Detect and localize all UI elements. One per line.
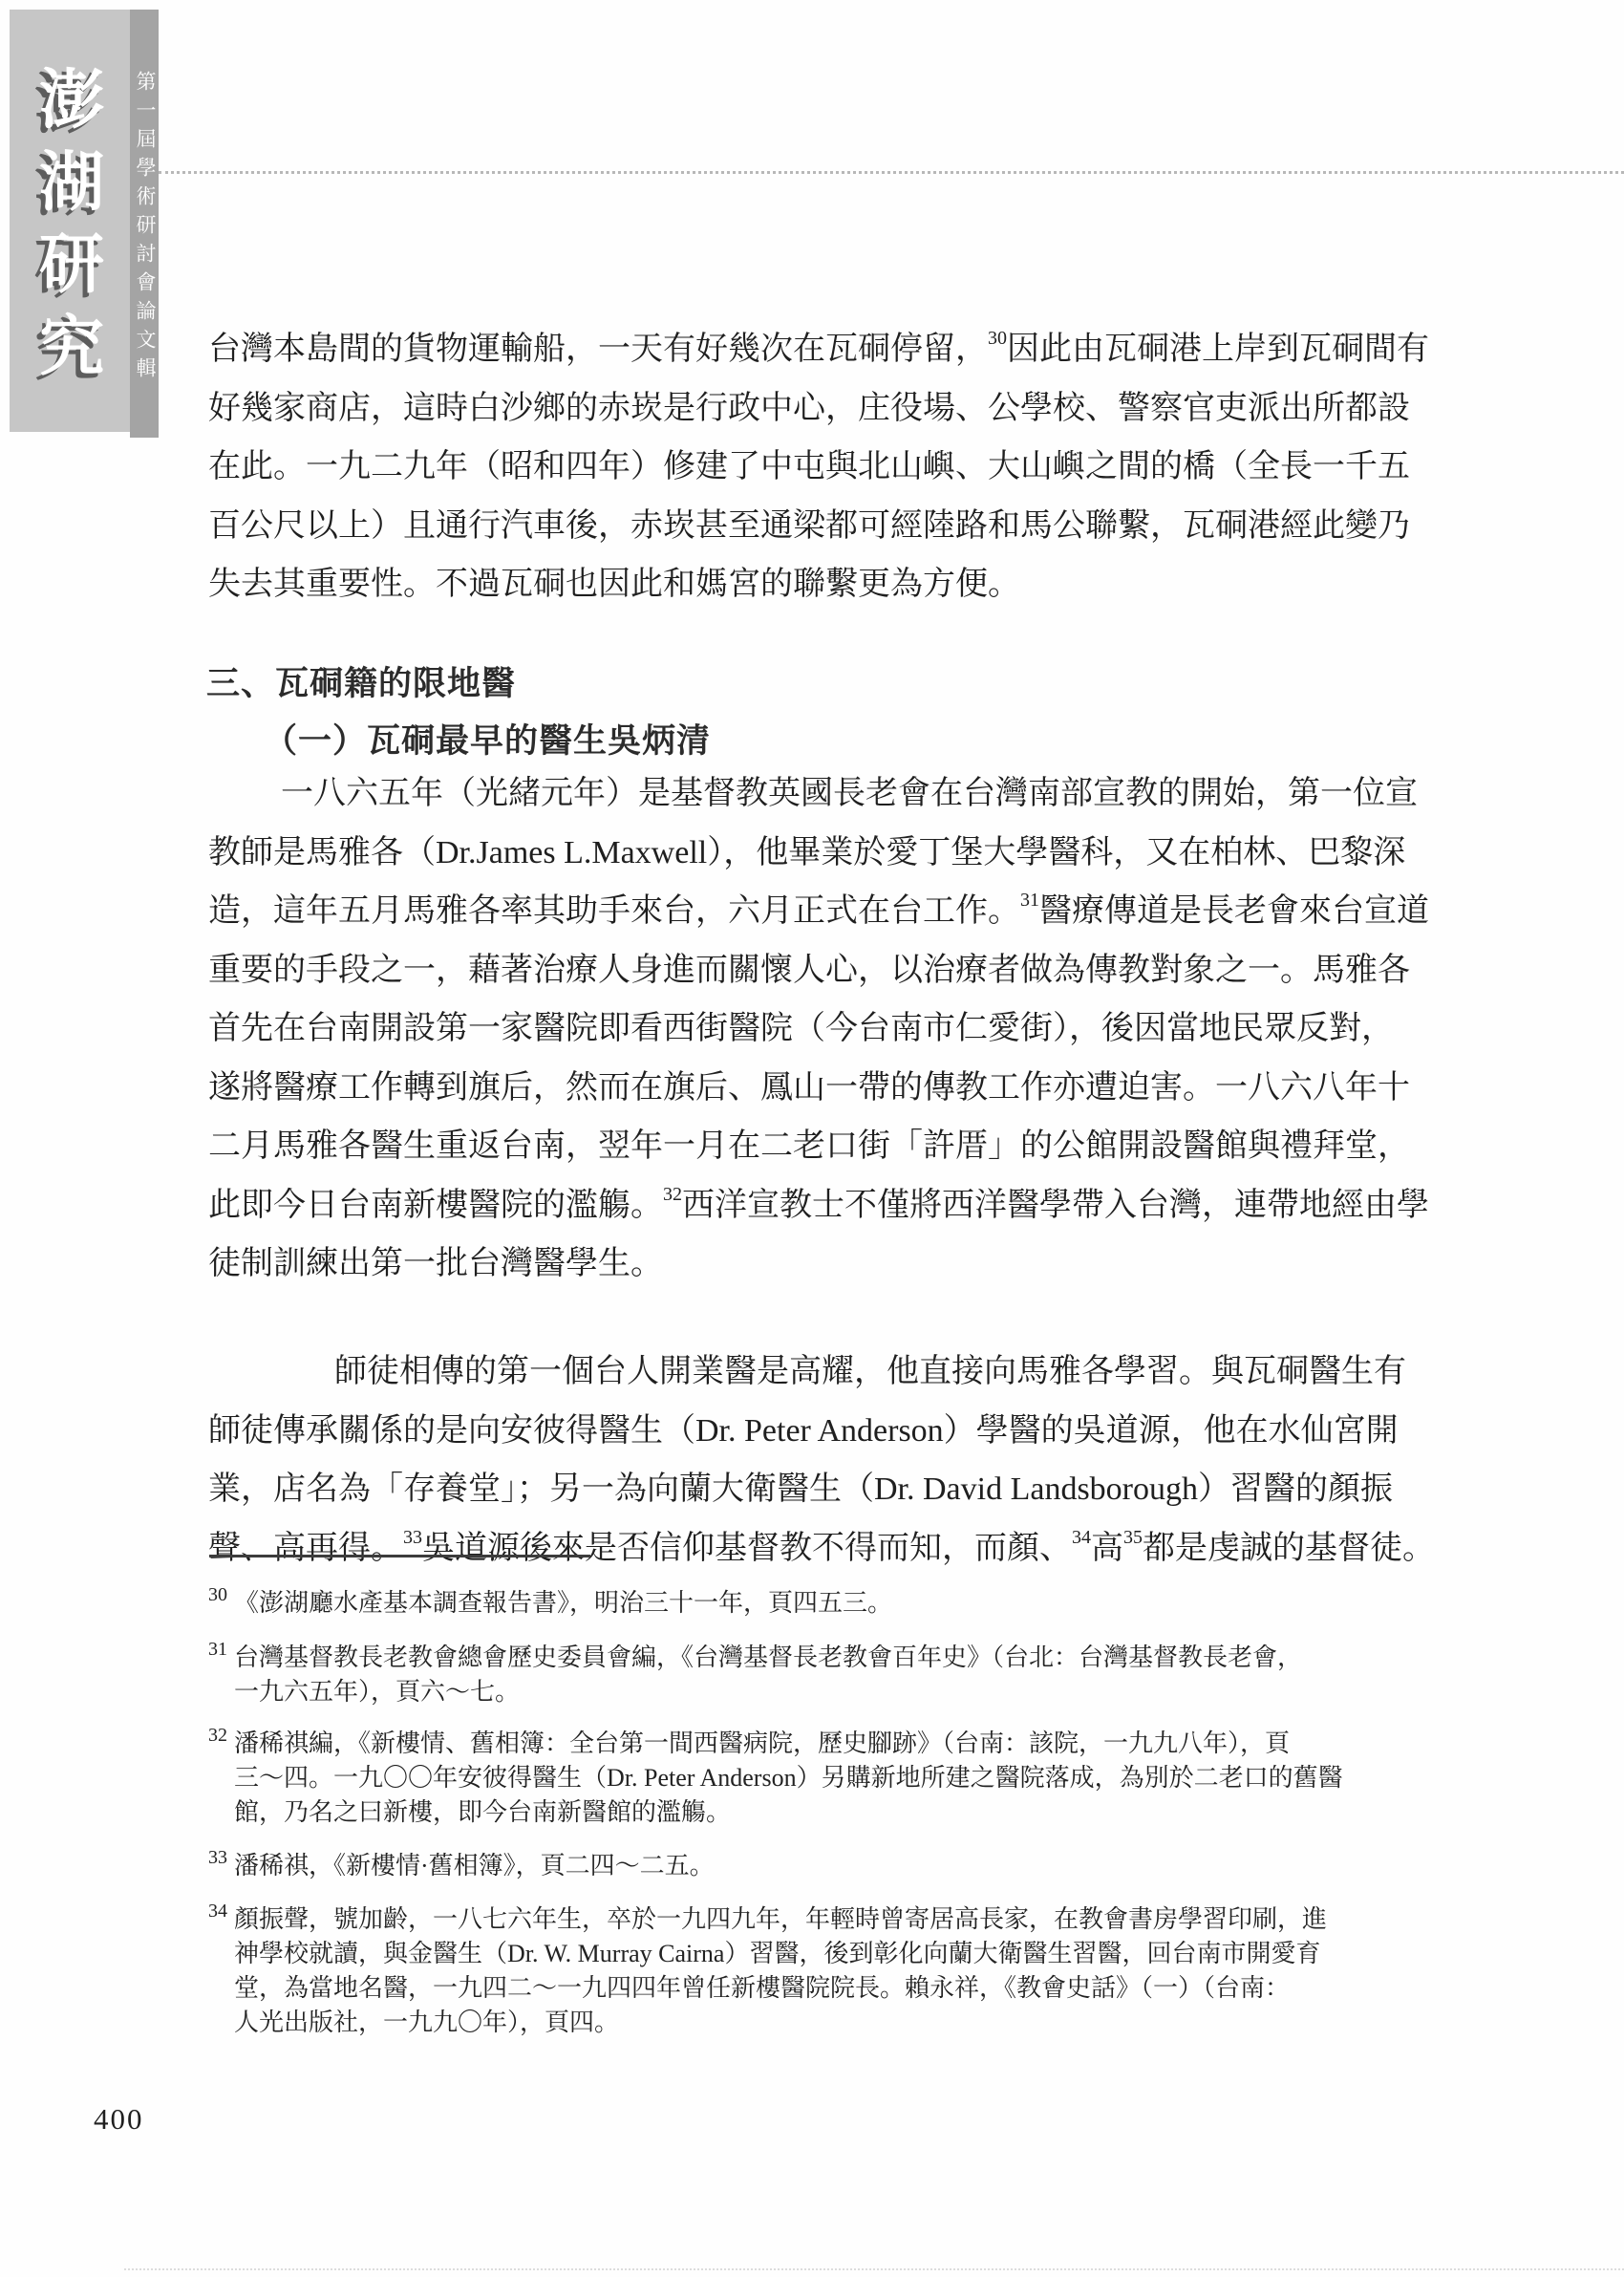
- book-title-vertical: 澎湖研究: [30, 65, 103, 394]
- footnote-ref-30: 30: [988, 328, 1007, 349]
- footnote-33: [208, 1849, 1460, 1883]
- text-segment: 此即今日台南新樓醫院的濫觴。: [208, 1187, 663, 1223]
- text-segment: 吳道源後來是否信仰基督教不得而知，而顏、: [422, 1530, 1072, 1566]
- footnote-ref-35: 35: [1123, 1526, 1143, 1548]
- sidebar-series-strip: [130, 10, 159, 438]
- text-line: [208, 882, 1436, 941]
- text-segment: 醫療傳道是長老會來台宣道: [1039, 893, 1429, 929]
- text-line: 遂將醫療工作轉到旗后，然而在旗后、鳳山一帶的傳教工作亦遭迫害。一八六八年十: [208, 1069, 1410, 1106]
- footnote-ref-33: 33: [403, 1526, 422, 1548]
- footnote-31: [208, 1641, 1460, 1709]
- text-segment: 西洋宣教士不僅將西洋醫學帶入台灣，連帶地經由學: [682, 1187, 1429, 1223]
- text-line: 教師是馬雅各（Dr.James L.Maxwell），他畢業於愛丁堡大學醫科，又在柏林、巴黎深: [208, 834, 1406, 870]
- footnote-number: 33: [208, 1847, 227, 1868]
- text-line: [208, 320, 1436, 379]
- paragraph-2: [208, 764, 1436, 1294]
- text-line: 一八六五年（光緒元年）是基督教英國長老會在台灣南部宣教的開始，第一位宣: [281, 776, 1418, 811]
- subsection-heading: （一）瓦硐最早的醫生吳炳清: [264, 722, 712, 760]
- sidebar-title-box: [10, 10, 130, 432]
- footnote-number: 31: [208, 1639, 227, 1660]
- text-line: 師徒相傳的第一個台人開業醫是高耀，他直接向馬雅各學習。與瓦硐醫生有: [334, 1354, 1406, 1389]
- text-line: 百公尺以上）且通行汽車後，赤崁甚至通梁都可經陸路和馬公聯繫，瓦硐港經此變乃: [208, 507, 1410, 544]
- footnote-line: 神學校就讀，與金醫生（Dr. W. Murray Cairna）習醫，後到彰化向蘭大衛醫生習醫，回台南市開愛育: [234, 1940, 1321, 1967]
- text-line: 好幾家商店，這時白沙鄉的赤崁是行政中心，庄役場、公學校、警察官吏派出所都設: [208, 390, 1410, 426]
- footnote-line: 人光出版社，一九九〇年），頁四。: [234, 2008, 620, 2036]
- footnote-line: 潘稀祺編，《新樓情、舊相簿：全台第一間西醫病院，歷史腳跡》（台南：該院，一九九八年），頁: [234, 1729, 1291, 1757]
- text-line: 徒制訓練出第一批台灣醫學生。: [208, 1246, 663, 1281]
- footnote-ref-32: 32: [663, 1183, 682, 1205]
- text-line: 在此。一九二九年（昭和四年）修建了中屯與北山嶼、大山嶼之間的橋（全長一千五: [208, 449, 1410, 484]
- text-segment: 高: [1091, 1530, 1123, 1566]
- footnote-ref-31: 31: [1020, 890, 1039, 911]
- text-segment: 都是虔誠的基督徒。: [1143, 1530, 1435, 1566]
- footnote-number: 32: [208, 1725, 227, 1746]
- footnote-line: 潘稀祺，《新樓情·舊相簿》，頁二四～二五。: [234, 1852, 715, 1880]
- text-segment: 聲、高再得。: [208, 1530, 403, 1566]
- series-title-vertical: 第一屆學術研討會論文輯: [134, 71, 156, 386]
- footnote-number: 30: [208, 1584, 227, 1605]
- text-segment: 因此由瓦硐港上岸到瓦硐間有: [1007, 332, 1429, 367]
- text-line: [208, 1176, 1436, 1235]
- paragraph-1: [208, 320, 1436, 614]
- footnote-32: [208, 1727, 1460, 1830]
- text-segment: 台灣本島間的貨物運輸船，一天有好幾次在瓦硐停留，: [208, 332, 988, 367]
- footnote-line: 台灣基督教長老教會總會歷史委員會編，《台灣基督長老教會百年史》（台北：台灣基督教長老會，: [234, 1643, 1303, 1671]
- footnote-number: 34: [208, 1901, 227, 1922]
- text-segment: 造，這年五月馬雅各率其助手來台，六月正式在台工作。: [208, 893, 1020, 929]
- text-line: 重要的手段之一，藉著治療人身進而關懷人心，以治療者做為傳教對象之一。馬雅各: [208, 952, 1410, 988]
- footnote-separator-rule: [209, 1555, 590, 1557]
- page-number: 400: [94, 2102, 144, 2136]
- footnote-line: 堂，為當地名醫，一九四二～一九四四年曾任新樓醫院院長。賴永祥，《教會史話》（一）（台南：: [234, 1974, 1291, 2002]
- footnote-line: 《澎湖廳水產基本調查報告書》，明治三十一年，頁四五三。: [234, 1589, 893, 1617]
- text-line: 師徒傳承關係的是向安彼得醫生（Dr. Peter Anderson）學醫的吳道源，他在水仙宮開: [208, 1412, 1399, 1449]
- text-line: 業，店名為「存養堂」；另一為向蘭大衛醫生（Dr. David Landsborough）習醫的顏振: [208, 1471, 1394, 1507]
- text-line: [208, 1519, 1436, 1579]
- footnote-line: 三～四。一九〇〇年安彼得醫生（Dr. Peter Anderson）另購新地所建之醫院落成，為別於二老口的舊醫: [234, 1764, 1343, 1792]
- paragraph-3: [208, 1343, 1436, 1578]
- text-line: 首先在台南開設第一家醫院即看西街醫院（今台南市仁愛街），後因當地民眾反對，: [208, 1011, 1394, 1046]
- text-line: 二月馬雅各醫生重返台南，翌年一月在二老口街「許厝」的公館開設醫館與禮拜堂，: [208, 1128, 1410, 1164]
- footnote-line: 館，乃名之曰新樓，即今台南新醫館的濫觴。: [234, 1798, 732, 1826]
- footnote-ref-34: 34: [1072, 1526, 1091, 1548]
- footnote-34: [208, 1902, 1460, 2040]
- text-line: 失去其重要性。不過瓦硐也因此和媽宮的聯繫更為方便。: [208, 567, 1020, 602]
- footnote-line: 一九六五年），頁六～七。: [234, 1678, 521, 1706]
- footnote-line: 顏振聲，號加齡，一八七六年生，卒於一九四九年，年輕時曾寄居高長家，在教會書房學習印刷，進: [234, 1905, 1328, 1933]
- top-dotted-rule: [159, 171, 1624, 174]
- bottom-dotted-rule: [124, 2268, 1624, 2270]
- section-heading: 三、瓦硐籍的限地醫: [206, 665, 517, 702]
- footnote-30: [208, 1586, 1460, 1621]
